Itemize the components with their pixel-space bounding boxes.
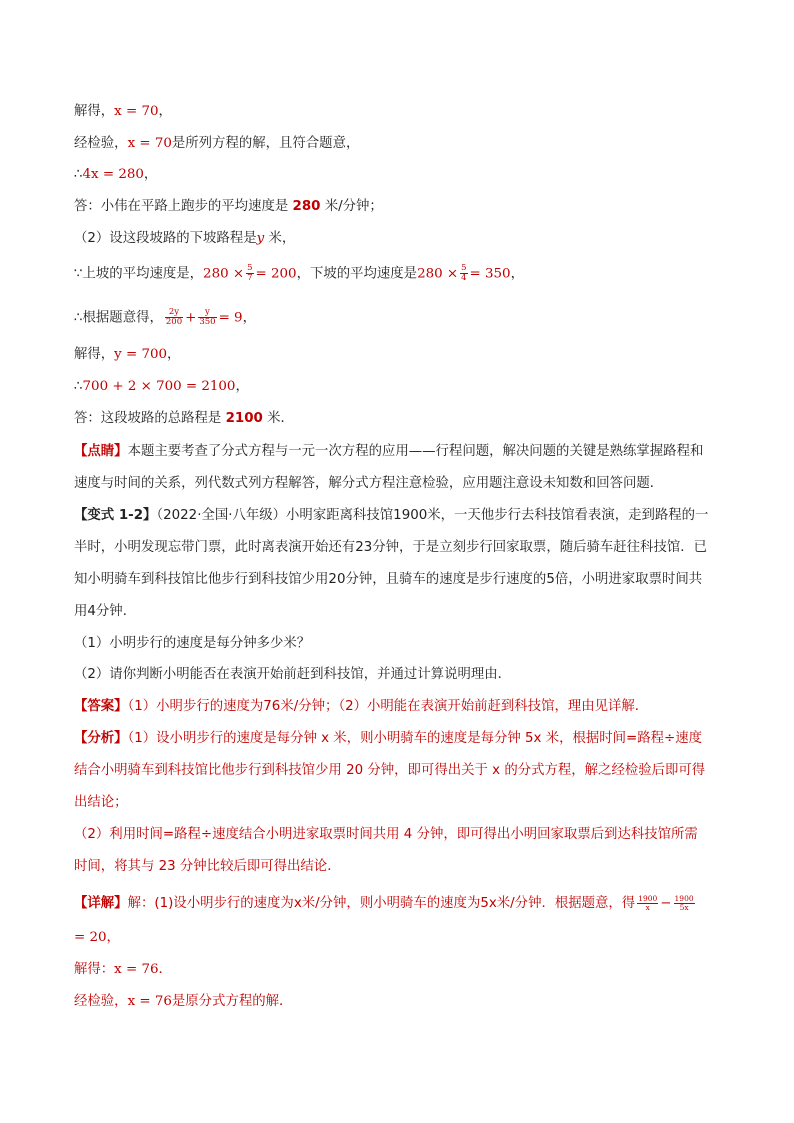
math-expression: x = 70 bbox=[127, 136, 172, 151]
text: （2）请你判断小明能否在表演开始前赶到科技馆，并通过计算说明理由． bbox=[74, 667, 512, 682]
math-expression: x = 70 bbox=[114, 104, 159, 119]
fraction bbox=[460, 264, 467, 283]
fraction-numerator: 5 bbox=[461, 263, 467, 273]
text: 时间，将其与 23 分钟比较后即可得出结论． bbox=[74, 859, 341, 874]
text: 是原分式方程的解． bbox=[171, 994, 293, 1009]
analysis-line-2 bbox=[74, 761, 724, 781]
analysis-line-4 bbox=[74, 825, 724, 845]
text: ∵上坡的平均速度是， bbox=[74, 266, 204, 282]
text: 用4分钟． bbox=[74, 604, 137, 619]
text: 结合小明骑车到科技馆比他步行到科技馆少用 20 分钟，即可得出关于 x 的分式方程，解之经检验后即可得 bbox=[74, 763, 706, 778]
text: 小明家距离科技馆1900米，一天他步行去科技馆看表演，走到路程的一 bbox=[286, 508, 709, 523]
text: 经检验， bbox=[74, 994, 128, 1009]
text: 解：(1)设小明步行的速度为x米/分钟，则小明骑车的速度为5x米/分钟．根据题意，得 bbox=[127, 896, 636, 911]
section-tag: 【变式 1-2】 bbox=[74, 508, 157, 523]
math-expression: 700 + 2 × 700 = 2100 bbox=[82, 379, 236, 394]
section-tag: 【分析】 bbox=[74, 731, 128, 746]
detail-line-4 bbox=[74, 992, 724, 1012]
math-expression: x = 76 bbox=[127, 994, 172, 1009]
fraction-numerator: 1900 bbox=[674, 893, 694, 903]
question-1 bbox=[74, 634, 724, 654]
answer-value: 280 bbox=[292, 199, 321, 214]
analysis-line-3 bbox=[74, 793, 724, 813]
detail-line-3 bbox=[74, 960, 724, 980]
fraction bbox=[198, 308, 216, 327]
section-tag: 【详解】 bbox=[74, 896, 128, 911]
fraction-numerator: 1900 bbox=[638, 893, 658, 903]
text: ， bbox=[242, 310, 256, 326]
math-operator: − bbox=[660, 896, 672, 911]
part2-setup-line bbox=[74, 229, 724, 249]
answer-line-2 bbox=[74, 409, 724, 429]
fraction-denominator: 5x bbox=[679, 902, 689, 912]
problem-source: （2022·全国·八年级） bbox=[156, 508, 287, 523]
text: 米， bbox=[264, 231, 296, 246]
text: 经检验， bbox=[74, 136, 128, 151]
text: 答：这段坡路的总路程是 bbox=[74, 411, 226, 426]
equation-line-y bbox=[74, 308, 724, 329]
math-expression: x = 76 bbox=[114, 962, 159, 977]
detail-line-1 bbox=[74, 894, 724, 914]
answer-line-1 bbox=[74, 197, 724, 217]
answer-section bbox=[74, 697, 724, 717]
text: ， bbox=[106, 930, 120, 945]
math-expression: = 9 bbox=[218, 310, 243, 326]
math-operator: + bbox=[185, 310, 197, 326]
fraction-numerator: y bbox=[198, 308, 216, 318]
text: 米． bbox=[262, 411, 294, 426]
fraction-denominator: 4 bbox=[461, 273, 467, 283]
detail-line-2 bbox=[74, 928, 724, 948]
text: 出结论； bbox=[74, 795, 128, 810]
fraction-denominator: 350 bbox=[199, 317, 216, 327]
answer-value: 2100 bbox=[225, 411, 263, 426]
fraction bbox=[637, 895, 658, 912]
text: ， bbox=[158, 104, 172, 119]
text: 本题主要考查了分式方程与一元一次方程的应用——行程问题，解决问题的关键是熟练掌握路程和 bbox=[127, 444, 704, 459]
text: 米/分钟； bbox=[320, 199, 383, 214]
text: 速度与时间的关系，列代数式列方程解答，解分式方程注意检验，应用题注意设未知数和回答问题． bbox=[74, 476, 664, 491]
fraction bbox=[165, 308, 183, 327]
problem-line-2 bbox=[74, 538, 724, 558]
therefore-line-280 bbox=[74, 165, 724, 185]
math-expression: 4x = 280 bbox=[82, 167, 144, 182]
text: 是所列方程的解，且符合题意， bbox=[171, 136, 360, 151]
text: （2）利用时间=路程÷速度结合小明进家取票时间共用 4 分钟，即可得出小明回家取票后到达科技馆所需 bbox=[74, 827, 698, 842]
math-variable: y bbox=[256, 231, 265, 246]
solution-line-y700 bbox=[74, 345, 724, 365]
question-2 bbox=[74, 665, 724, 685]
text: ，下坡的平均速度是 bbox=[296, 266, 418, 282]
speed-line bbox=[74, 264, 724, 285]
fraction-numerator: 5 bbox=[247, 263, 253, 273]
text: ∴ bbox=[74, 379, 83, 394]
text: ， bbox=[167, 347, 181, 362]
text: 知小明骑车到科技馆比他步行到科技馆少用20分钟，且骑车的速度是步行速度的5倍，小明进家取票时间共 bbox=[74, 572, 703, 587]
comment-line-2 bbox=[74, 474, 724, 494]
text: 答：小伟在平路上跑步的平均速度是 bbox=[74, 199, 293, 214]
text: 解得： bbox=[74, 962, 115, 977]
math-expression: 280 × bbox=[417, 266, 459, 282]
problem-header-line bbox=[74, 506, 724, 526]
math-expression: 280 × bbox=[203, 266, 245, 282]
math-expression: = 200 bbox=[255, 266, 297, 282]
text: ， bbox=[510, 266, 524, 282]
text: 解得， bbox=[74, 104, 115, 119]
problem-line-3 bbox=[74, 570, 724, 590]
text: 半时，小明发现忘带门票，此时离表演开始还有23分钟，于是立刻步行回家取票，随后骑车赶往科技馆．已 bbox=[74, 540, 708, 555]
math-expression: = 350 bbox=[469, 266, 511, 282]
fraction bbox=[246, 264, 253, 283]
math-expression: y = 700 bbox=[114, 347, 168, 362]
fraction bbox=[674, 895, 695, 912]
math-expression: = 20 bbox=[74, 930, 107, 945]
text: （2）设这段坡路的下坡路程是 bbox=[74, 231, 257, 246]
section-tag: 【点睛】 bbox=[74, 444, 128, 459]
text: ∴ bbox=[74, 167, 83, 182]
fraction-denominator: x bbox=[645, 902, 650, 912]
text: 解得， bbox=[74, 347, 115, 362]
text: ． bbox=[158, 962, 172, 977]
problem-line-4 bbox=[74, 602, 724, 622]
solution-line-x70 bbox=[74, 102, 724, 122]
fraction-denominator: 7 bbox=[247, 273, 253, 283]
text: ∴根据题意得， bbox=[74, 310, 163, 326]
text: （1）小明步行的速度是每分钟多少米？ bbox=[74, 636, 311, 651]
text: （1）设小明步行的速度是每分钟 x 米，则小明骑车的速度是每分钟 5x 米，根据时间=路程÷速度 bbox=[127, 731, 703, 746]
comment-line-1 bbox=[74, 442, 724, 462]
fraction-denominator: 200 bbox=[165, 317, 183, 327]
analysis-line-5 bbox=[74, 857, 724, 877]
text: ， bbox=[143, 167, 158, 182]
fraction-numerator: 2y bbox=[165, 308, 183, 318]
analysis-line-1 bbox=[74, 729, 724, 749]
text: ， bbox=[235, 379, 249, 394]
check-line bbox=[74, 134, 724, 154]
section-tag: 【答案】 bbox=[74, 699, 128, 714]
therefore-line-2100 bbox=[74, 377, 724, 397]
text: （1）小明步行的速度为76米/分钟；（2）小明能在表演开始前赶到科技馆，理由见详解． bbox=[127, 699, 649, 714]
